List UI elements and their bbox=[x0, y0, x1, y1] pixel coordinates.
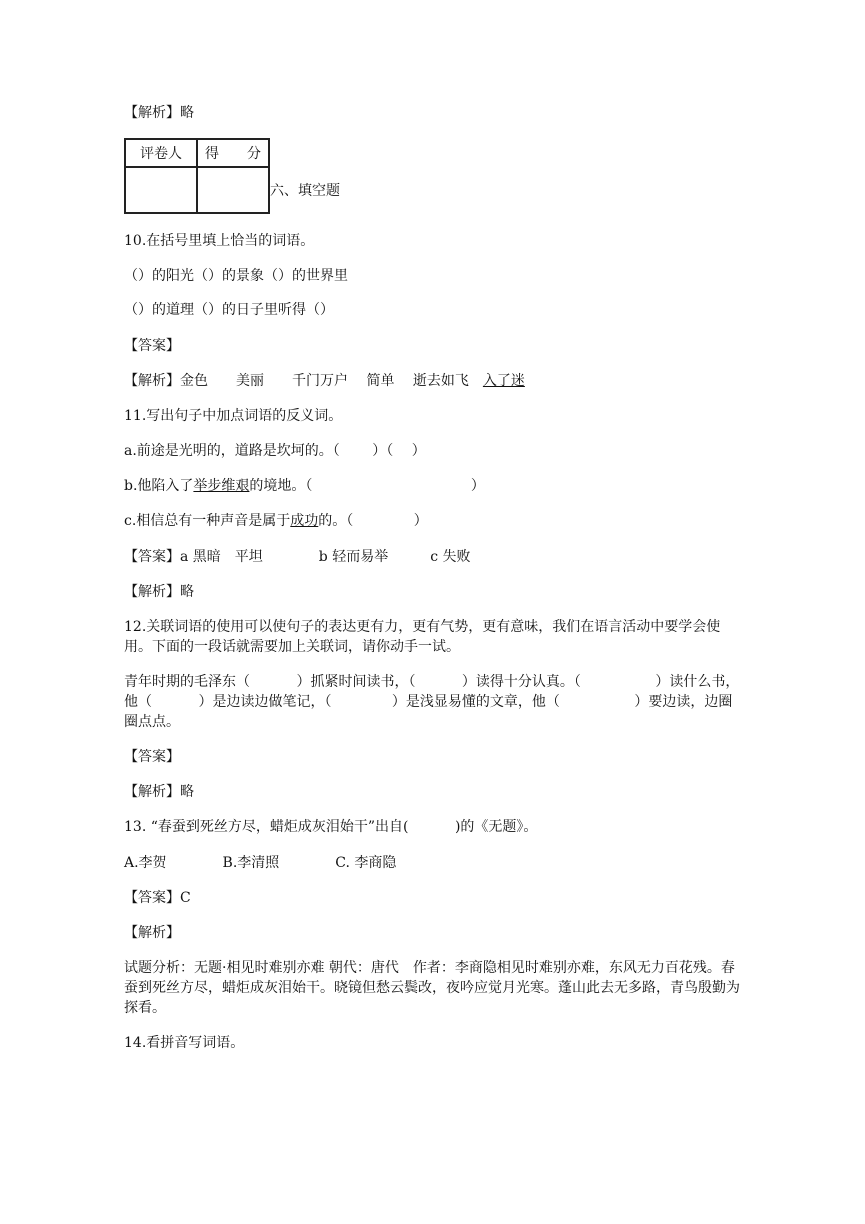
question-11-answer: 【答案】a 黑暗 平坦 b 轻而易举 c 失败 bbox=[124, 549, 471, 565]
question-14: 14.看拼音写词语。 bbox=[124, 1035, 245, 1051]
question-10-answer: 【答案】 bbox=[124, 338, 180, 354]
question-10-analysis: 【解析】金色 美丽 千门万户 简单 逝去如飞 入了迷 bbox=[124, 373, 525, 389]
question-13-analysis: 【解析】 bbox=[124, 925, 180, 941]
question-12-passage: 青年时期的毛泽东（ ）抓紧时间读书，（ ）读得十分认真。（ ）读什么书，他（ ）是边读边做笔记，（ ）是浅显易懂的文章，他（ ）要边读，边圈圈点点。 bbox=[124, 674, 740, 730]
score-table-score-header: 得 分 bbox=[197, 139, 269, 167]
question-11-analysis: 【解析】略 bbox=[124, 584, 194, 600]
section-title: 六、填空题 bbox=[270, 183, 340, 199]
question-13: 13. “春蚕到死丝方尽，蜡炬成灰泪始干”出自( )的《无题》。 bbox=[124, 819, 538, 835]
question-10: 10.在括号里填上恰当的词语。 bbox=[124, 233, 315, 249]
question-12-answer: 【答案】 bbox=[124, 749, 180, 765]
question-12: 12.关联词语的使用可以使句子的表达更有力，更有气势，更有意味，我们在语言活动中要学会使用。下面的一段话就需要加上关联词，请你动手一试。 bbox=[124, 619, 721, 655]
question-11-line-b: b.他陷入了举步维艰的境地。（ ） bbox=[124, 478, 485, 494]
question-13-detail: 试题分析：无题·相见时难别亦难 朝代：唐代 作者：李商隐相见时难别亦难，东风无力百花残。春蚕到死丝方尽，蜡炬成灰泪始干。晓镜但愁云鬓改，夜吟应觉月光寒。蓬山此去无多路，青鸟殷勤为探看。 bbox=[124, 960, 740, 1016]
analysis-line: 【解析】略 bbox=[124, 105, 194, 121]
question-11-line-c: c.相信总有一种声音是属于成功的。（ ） bbox=[124, 513, 428, 529]
question-13-options: A.李贺 B.李清照 C. 李商隐 bbox=[124, 855, 397, 871]
question-11-line-a: a.前途是光明的，道路是坎坷的。（ ）（ ） bbox=[124, 443, 426, 459]
score-table-score-cell bbox=[197, 167, 269, 213]
question-13-answer: 【答案】C bbox=[124, 890, 191, 906]
score-table-grader-header: 评卷人 bbox=[125, 139, 197, 167]
question-11: 11.写出句子中加点词语的反义词。 bbox=[124, 408, 343, 424]
question-10-line-a: （）的阳光（）的景象（）的世界里 bbox=[124, 268, 348, 284]
question-10-line-b: （）的道理（）的日子里听得（） bbox=[124, 302, 334, 318]
score-table bbox=[124, 138, 270, 214]
score-table-grader-cell bbox=[125, 167, 197, 213]
question-12-analysis: 【解析】略 bbox=[124, 784, 194, 800]
